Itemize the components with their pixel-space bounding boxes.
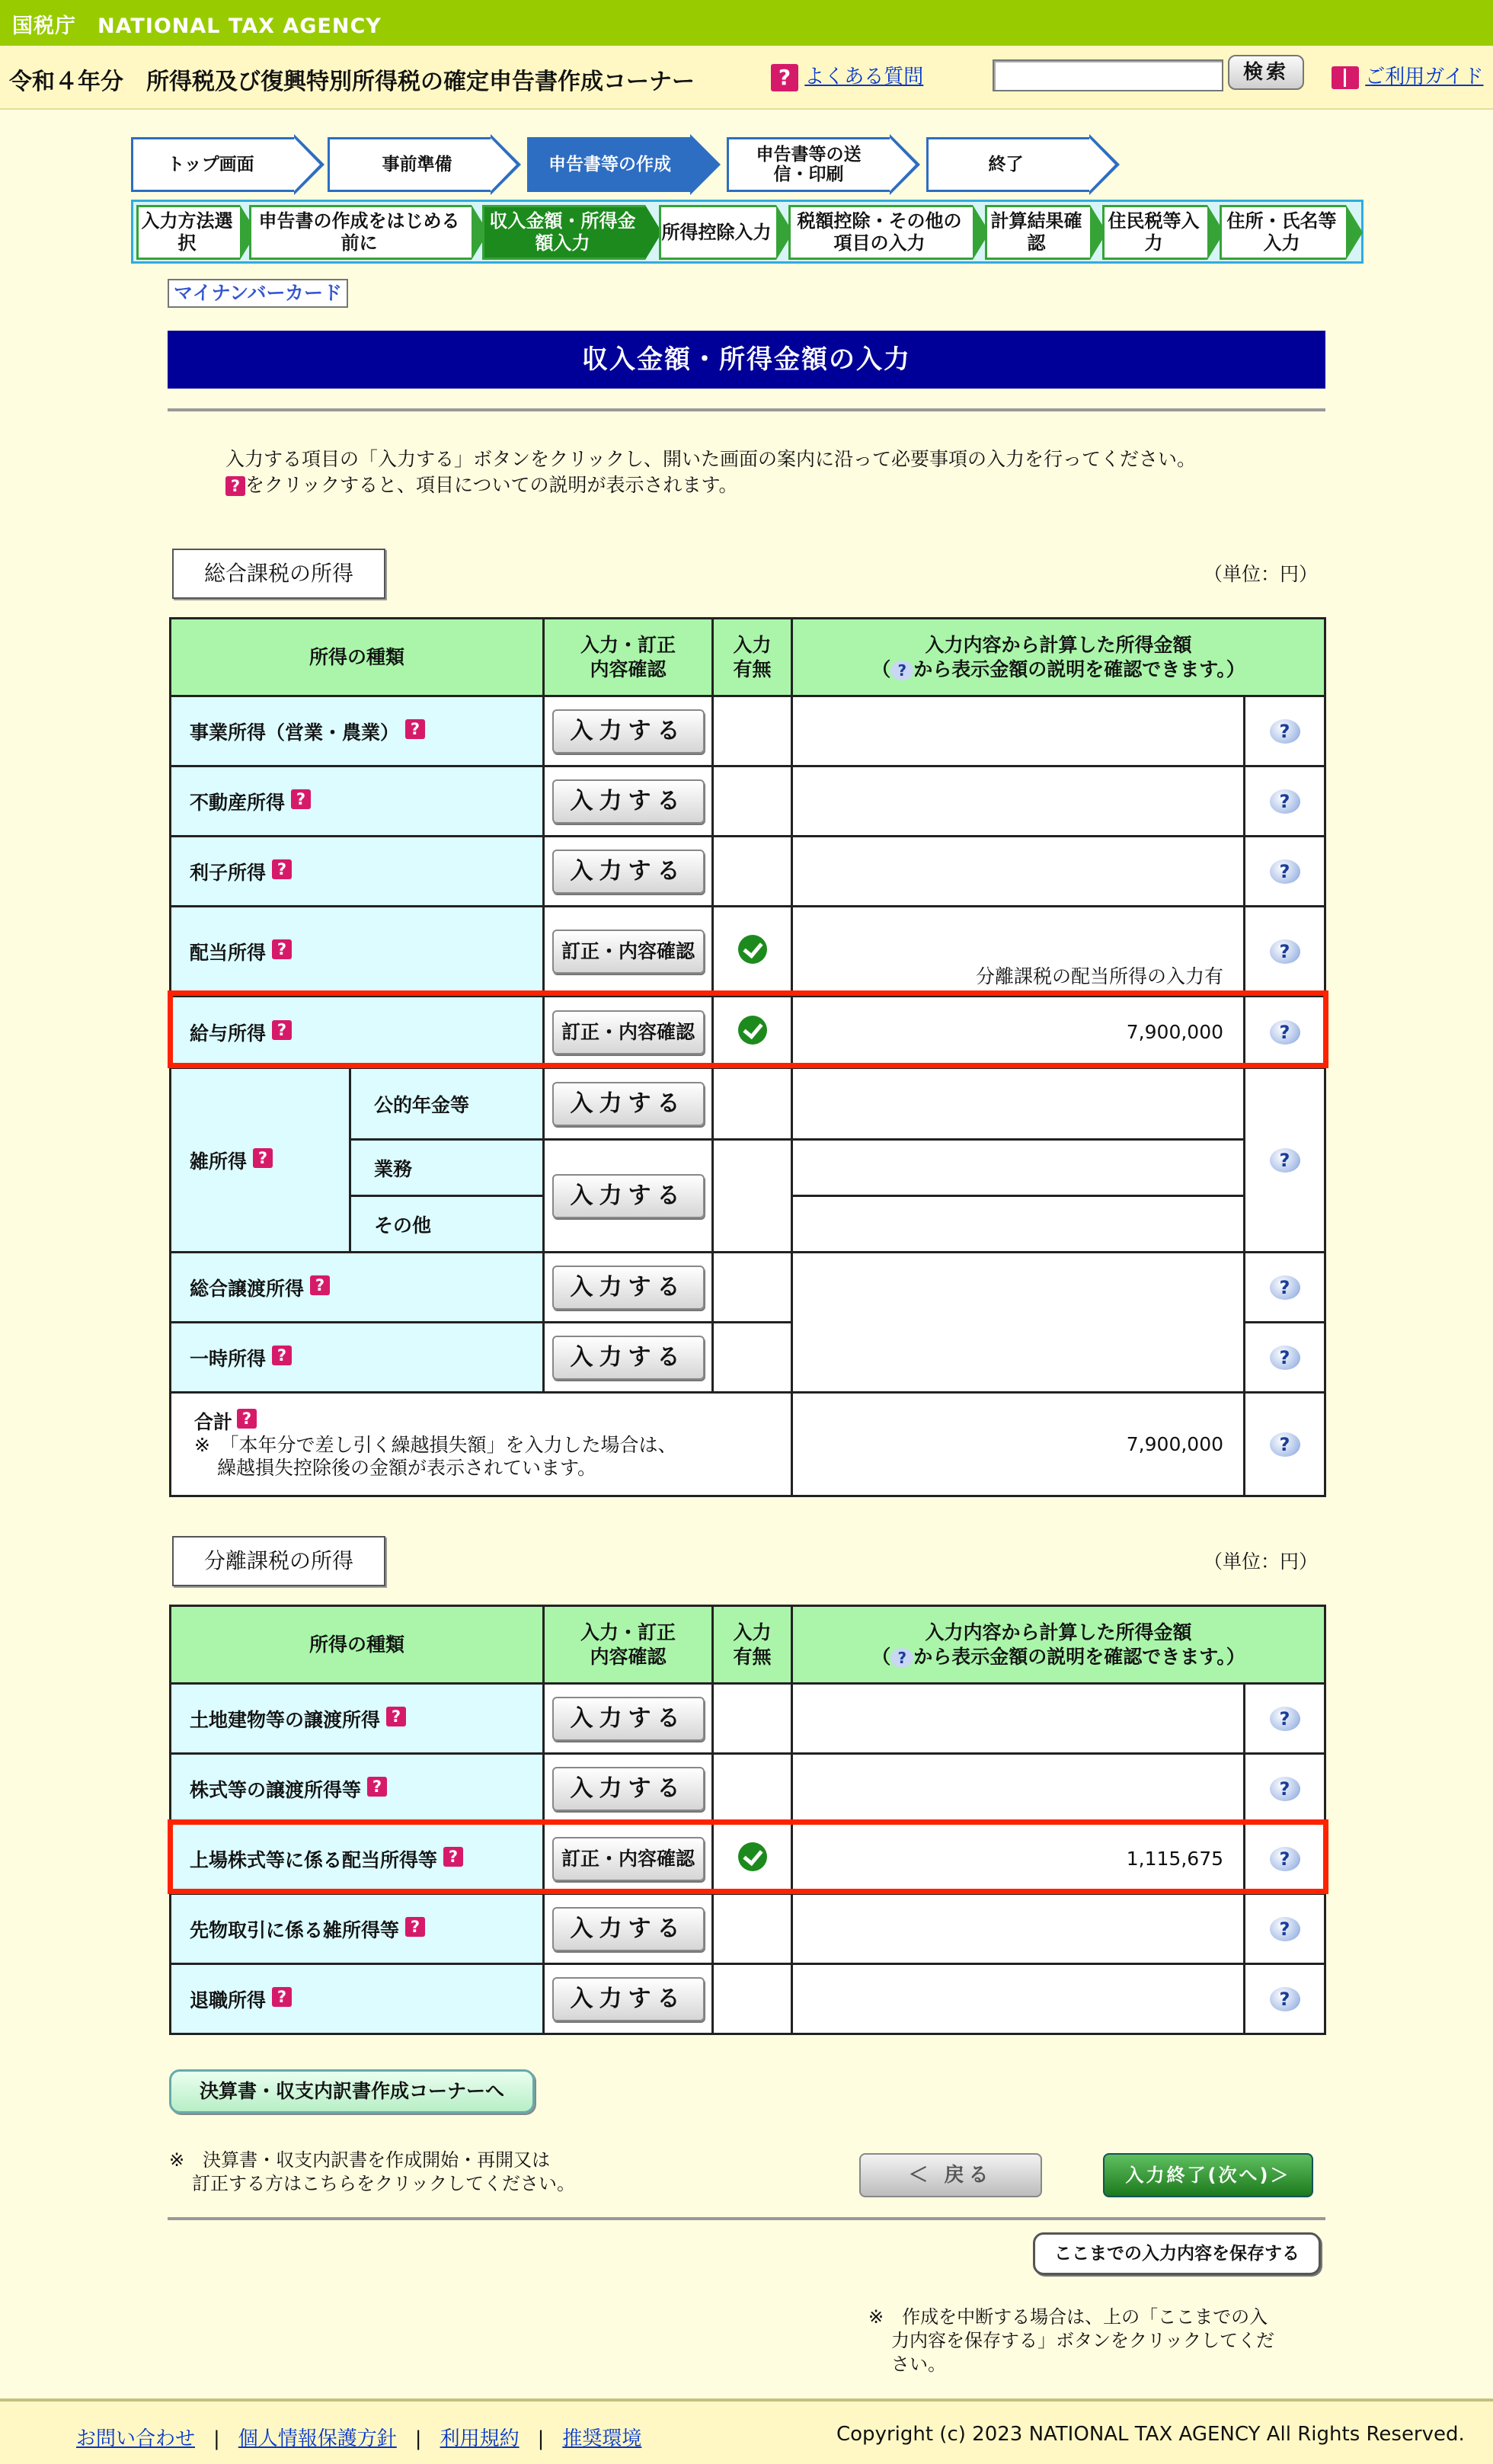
question-icon[interactable]: ? bbox=[272, 1020, 292, 1040]
table-row bbox=[171, 766, 1325, 837]
income-amount bbox=[792, 1684, 1245, 1754]
help-icon[interactable]: ? bbox=[1270, 1432, 1300, 1457]
total-note1: ※ 「本年分で差し引く繰越損失額」を入力した場合は、 bbox=[194, 1434, 677, 1456]
income-kind: 雑所得 bbox=[190, 1150, 248, 1173]
substep-income: 収入金額・所得金額入力 bbox=[482, 205, 645, 260]
faq-link[interactable] bbox=[771, 61, 923, 91]
income-amount bbox=[792, 1196, 1245, 1253]
input-flag bbox=[713, 1068, 792, 1140]
substep-address: 住所・氏名等入力 bbox=[1220, 205, 1346, 260]
environment-link[interactable]: 推奨環境 bbox=[562, 2427, 642, 2450]
misc-sub-pension: 公的年金等 bbox=[350, 1068, 544, 1140]
help-icon[interactable]: ? bbox=[1270, 1917, 1300, 1941]
search-button[interactable]: 検索 bbox=[1228, 55, 1304, 90]
question-icon[interactable]: ? bbox=[386, 1707, 406, 1726]
substep-deduction: 所得控除入力 bbox=[659, 205, 776, 260]
income-amount bbox=[792, 696, 1245, 766]
help-icon[interactable]: ? bbox=[1270, 1987, 1300, 2011]
input-flag bbox=[713, 837, 792, 907]
income-amount: 1,115,675 bbox=[792, 1824, 1245, 1894]
terms-link[interactable]: 利用規約 bbox=[440, 2427, 520, 2450]
question-icon[interactable]: ? bbox=[272, 1346, 292, 1365]
income-kind: 総合譲渡所得 bbox=[190, 1277, 305, 1300]
general-unit: （単位：円） bbox=[1204, 563, 1319, 585]
guide-link-label[interactable]: ご利用ガイド bbox=[1365, 66, 1484, 88]
intro-text bbox=[225, 446, 1196, 498]
income-amount bbox=[792, 1754, 1245, 1824]
substep-method: 入力方法選択 bbox=[136, 205, 240, 260]
step-create bbox=[527, 137, 715, 192]
question-icon[interactable]: ? bbox=[310, 1275, 330, 1295]
input-button[interactable]: 入力する bbox=[552, 1767, 705, 1811]
question-icon[interactable]: ? bbox=[253, 1148, 273, 1168]
divider bbox=[168, 2217, 1325, 2220]
table-row bbox=[171, 1253, 1325, 1323]
help-icon[interactable]: ? bbox=[1270, 1148, 1300, 1173]
income-kind: 株式等の譲渡所得等 bbox=[190, 1778, 362, 1801]
input-button[interactable]: 入力する bbox=[552, 1082, 705, 1126]
input-flag bbox=[713, 1754, 792, 1824]
substep-result: 計算結果確認 bbox=[985, 205, 1090, 260]
table-row bbox=[171, 1068, 1325, 1140]
input-flag bbox=[713, 1684, 792, 1754]
confirm-button[interactable]: 訂正・内容確認 bbox=[552, 1837, 705, 1881]
input-button[interactable]: 入力する bbox=[552, 850, 705, 894]
back-button[interactable]: ＜ 戻る bbox=[859, 2153, 1042, 2197]
substep-tax-credit: 税額控除・その他の項目の入力 bbox=[788, 205, 973, 260]
highlight-listed-dividend bbox=[168, 1819, 1328, 1894]
question-icon[interactable]: ? bbox=[367, 1777, 387, 1797]
table-row bbox=[171, 1894, 1325, 1964]
save-progress-button[interactable]: ここまでの入力内容を保存する bbox=[1033, 2232, 1321, 2275]
search-input[interactable] bbox=[993, 59, 1223, 91]
help-icon[interactable]: ? bbox=[1270, 1777, 1300, 1801]
income-amount bbox=[792, 1964, 1245, 2034]
step-send bbox=[727, 137, 914, 192]
table-row bbox=[171, 696, 1325, 766]
income-amount bbox=[792, 1253, 1245, 1393]
income-amount bbox=[792, 1894, 1245, 1964]
input-button[interactable]: 入力する bbox=[552, 1336, 705, 1380]
help-icon[interactable]: ? bbox=[1270, 1275, 1300, 1300]
confirm-button[interactable]: 訂正・内容確認 bbox=[552, 930, 705, 974]
mynumber-card-link[interactable]: マイナンバーカード bbox=[168, 279, 348, 308]
step-prep bbox=[328, 137, 515, 192]
header-amount: 入力内容から計算した所得金額 （ ? から表示金額の説明を確認できます。） bbox=[792, 619, 1325, 696]
header-kind: 所得の種類 bbox=[171, 1606, 544, 1684]
income-kind: 不動産所得 bbox=[190, 791, 286, 814]
income-kind: 土地建物等の譲渡所得 bbox=[190, 1708, 381, 1731]
guide-link[interactable] bbox=[1332, 61, 1484, 89]
input-flag bbox=[713, 766, 792, 837]
page-title: 収入金額・所得金額の入力 bbox=[168, 331, 1325, 389]
input-flag bbox=[713, 1894, 792, 1964]
privacy-link[interactable]: 個人情報保護方針 bbox=[238, 2427, 397, 2450]
header-flag: 入力 有無 bbox=[713, 1606, 792, 1684]
general-section-label: 総合課税の所得 bbox=[172, 549, 385, 599]
step-label: 事前準備 bbox=[328, 137, 492, 192]
help-icon[interactable]: ? bbox=[1270, 1020, 1300, 1045]
input-flag bbox=[713, 1964, 792, 2034]
save-note: ※ 作成を中断する場合は、上の「ここまでの入 力内容を保存する」ボタンをクリックしてくだ さい。 bbox=[868, 2306, 1275, 2376]
total-row bbox=[171, 1393, 1325, 1496]
input-flag bbox=[713, 1323, 792, 1393]
agency-bar bbox=[0, 0, 1493, 46]
substep-resident-tax: 住民税等入力 bbox=[1102, 205, 1207, 260]
income-amount bbox=[792, 1068, 1245, 1140]
help-icon: ? bbox=[890, 661, 913, 680]
question-icon[interactable]: ? bbox=[443, 1847, 463, 1867]
footer bbox=[0, 2398, 1493, 2464]
income-amount bbox=[792, 837, 1245, 907]
next-button[interactable]: 入力終了(次へ)＞ bbox=[1103, 2153, 1313, 2197]
table-row bbox=[171, 837, 1325, 907]
table-row bbox=[171, 1754, 1325, 1824]
confirm-button[interactable]: 訂正・内容確認 bbox=[552, 1010, 705, 1054]
header-flag: 入力 有無 bbox=[713, 619, 792, 696]
input-button[interactable]: 入力する bbox=[552, 779, 705, 824]
header-bar bbox=[0, 46, 1493, 110]
input-button[interactable]: 入力する bbox=[552, 709, 705, 754]
income-kind: 給与所得 bbox=[190, 1022, 267, 1045]
income-kind: 先物取引に係る雑所得等 bbox=[190, 1918, 400, 1941]
question-icon: ? bbox=[225, 476, 245, 496]
misc-sub-other: その他 bbox=[350, 1196, 544, 1253]
input-button[interactable]: 入力する bbox=[552, 1266, 705, 1310]
income-kind: 退職所得 bbox=[190, 1989, 267, 2011]
misc-sub-business: 業務 bbox=[350, 1140, 544, 1196]
book-icon bbox=[1332, 66, 1359, 89]
divider bbox=[168, 408, 1325, 411]
input-flag bbox=[713, 1253, 792, 1323]
input-button[interactable]: 入力する bbox=[552, 1907, 705, 1951]
settlement-note: ※ 決算書・収支内訳書を作成開始・再開又は 訂正する方はこちらをクリックしてください。 bbox=[169, 2149, 576, 2195]
income-kind: 配当所得 bbox=[190, 941, 267, 964]
income-amount bbox=[792, 1140, 1245, 1196]
input-button[interactable]: 入力する bbox=[552, 1977, 705, 2021]
total-note2: 繰越損失控除後の金額が表示されています。 bbox=[217, 1457, 597, 1479]
question-icon[interactable]: ? bbox=[272, 939, 292, 959]
income-kind: 上場株式等に係る配当所得等 bbox=[190, 1848, 438, 1871]
help-icon[interactable]: ? bbox=[1270, 939, 1300, 964]
table-row bbox=[171, 1964, 1325, 2034]
help-icon[interactable]: ? bbox=[1270, 789, 1300, 814]
settlement-corner-button[interactable]: 決算書・収支内訳書作成コーナーへ bbox=[169, 2069, 535, 2114]
income-kind: 利子所得 bbox=[190, 861, 267, 884]
help-icon[interactable]: ? bbox=[1270, 719, 1300, 744]
income-kind: 事業所得（営業・農業） bbox=[190, 721, 400, 744]
step-label: 終了 bbox=[926, 137, 1091, 192]
separate-section-label: 分離課税の所得 bbox=[172, 1536, 385, 1586]
income-amount bbox=[792, 766, 1245, 837]
app-title: 令和４年分 所得税及び復興特別所得税の確定申告書作成コーナー bbox=[9, 69, 695, 95]
table-row bbox=[171, 1684, 1325, 1754]
input-flag bbox=[713, 1140, 792, 1253]
faq-link-label[interactable]: よくある質問 bbox=[804, 66, 924, 88]
total-amount: 7,900,000 bbox=[792, 1393, 1245, 1496]
question-icon[interactable]: ? bbox=[405, 1917, 425, 1937]
header-kind: 所得の種類 bbox=[171, 619, 544, 696]
header-amount: 入力内容から計算した所得金額 （ ? から表示金額の説明を確認できます。） bbox=[792, 1606, 1325, 1684]
income-amount: 分離課税の配当所得の入力有 bbox=[792, 907, 1245, 997]
agency-name: 国税庁 NATIONAL TAX AGENCY bbox=[12, 14, 382, 38]
question-icon[interactable]: ? bbox=[237, 1409, 257, 1429]
help-icon: ? bbox=[890, 1648, 913, 1668]
question-icon[interactable]: ? bbox=[272, 859, 292, 879]
question-icon[interactable]: ? bbox=[272, 1987, 292, 2007]
intro-line1: 入力する項目の「入力する」ボタンをクリックし、開いた画面の案内に沿って必要事項の入力を行ってください。 bbox=[225, 448, 1197, 470]
substep-bar bbox=[131, 200, 1364, 264]
intro-line2: をクリックすると、項目についての説明が表示されます。 bbox=[245, 473, 738, 496]
help-icon[interactable]: ? bbox=[1270, 1847, 1300, 1871]
footer-links: お問い合わせ | 個人情報保護方針 | 利用規約 | 推奨環境 bbox=[76, 2427, 642, 2450]
input-flag bbox=[713, 696, 792, 766]
question-icon[interactable]: ? bbox=[291, 789, 311, 809]
income-kind: 一時所得 bbox=[190, 1347, 267, 1370]
substep-before: 申告書の作成をはじめる前に bbox=[249, 205, 472, 260]
help-icon[interactable]: ? bbox=[1270, 859, 1300, 884]
step-label: 申告書等の作成 bbox=[527, 137, 692, 192]
question-icon: ? bbox=[771, 64, 798, 91]
step-end bbox=[926, 137, 1114, 192]
header-input: 入力・訂正 内容確認 bbox=[544, 619, 713, 696]
input-button[interactable]: 入力する bbox=[552, 1697, 705, 1741]
input-button[interactable]: 入力する bbox=[552, 1174, 705, 1218]
question-icon[interactable]: ? bbox=[405, 719, 425, 739]
header-input: 入力・訂正 内容確認 bbox=[544, 1606, 713, 1684]
highlight-salary bbox=[168, 990, 1328, 1068]
step-label: トップ画面 bbox=[131, 137, 296, 192]
help-icon[interactable]: ? bbox=[1270, 1707, 1300, 1731]
check-icon bbox=[738, 935, 767, 964]
contact-link[interactable]: お問い合わせ bbox=[76, 2427, 196, 2450]
copyright: Copyright (c) 2023 NATIONAL TAX AGENCY All Rights Reserved. bbox=[836, 2423, 1465, 2446]
step-label: 申告書等の送信・印刷 bbox=[727, 137, 891, 192]
income-amount: 7,900,000 bbox=[792, 997, 1245, 1068]
help-icon[interactable]: ? bbox=[1270, 1346, 1300, 1370]
separate-unit: （単位：円） bbox=[1204, 1550, 1319, 1573]
total-label: 合計 bbox=[194, 1411, 233, 1433]
table-row bbox=[171, 907, 1325, 997]
step-top bbox=[131, 137, 318, 192]
